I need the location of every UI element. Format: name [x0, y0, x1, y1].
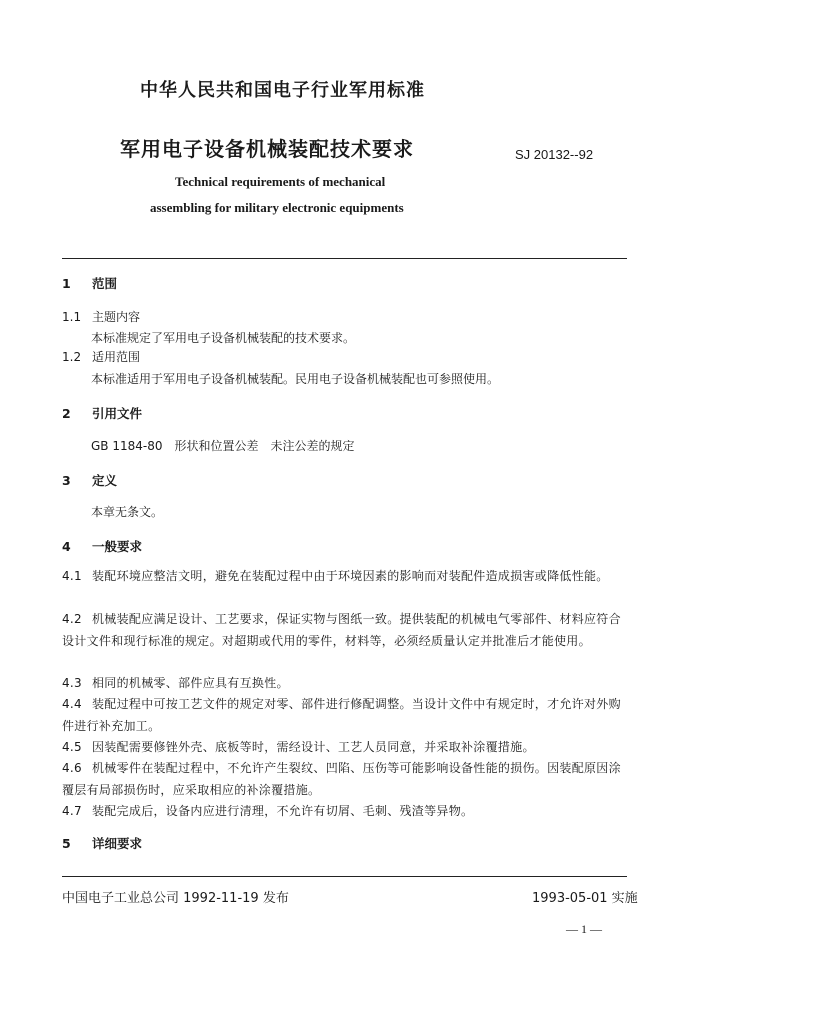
- footer-divider: [62, 876, 627, 877]
- section-4-heading: 4 一般要求: [62, 539, 143, 554]
- standard-category-title: 中华人民共和国电子行业军用标准: [140, 80, 425, 101]
- clause-4-7: 4.7 装配完成后，设备内应进行清理，不允许有切屑、毛刺、残渣等异物。: [62, 804, 474, 818]
- section-1-1-text: 本标准规定了军用电子设备机械装配的技术要求。: [91, 331, 356, 345]
- clause-4-5: 4.5 因装配需要修锉外壳、底板等时，需经设计、工艺人员同意，并采取补涂覆措施。: [62, 740, 535, 754]
- section-1-2-text: 本标准适用于军用电子设备机械装配。民用电子设备机械装配也可参照使用。: [91, 372, 500, 386]
- section-3-heading: 3 定义: [62, 473, 118, 488]
- section-2-reference: GB 1184-80 形状和位置公差 未注公差的规定: [91, 439, 355, 453]
- clause-4-1: 4.1 装配环境应整洁文明，避免在装配过程中由于环境因素的影响而对装配件造成损害或降低性能。: [62, 569, 609, 583]
- clause-4-6: 4.6 机械零件在装配过程中，不允许产生裂纹、凹陷、压伤等可能影响设备性能的损伤。因装配原因涂覆层有局部损伤时，应采取相应的补涂覆措施。: [62, 761, 621, 797]
- english-title-line-1: Technical requirements of mechanical: [175, 174, 386, 189]
- clause-4-2: 4.2 机械装配应满足设计、工艺要求，保证实物与图纸一致。提供装配的机械电气零部件、材料应符合设计文件和现行标准的规定。对超期或代用的零件，材料等，必须经质量认定并批准后才能使用。: [62, 612, 621, 648]
- clause-4-4: 4.4 装配过程中可按工艺文件的规定对零、部件进行修配调整。当设计文件中有规定时，才允许对外购件进行补充加工。: [62, 697, 621, 733]
- issue-info: 中国电子工业总公司 1992-11-19 发布: [62, 891, 289, 906]
- section-1-1-heading: 1.1 主题内容: [62, 310, 141, 324]
- section-1-2-heading: 1.2 适用范围: [62, 350, 141, 364]
- header-divider: [62, 258, 627, 259]
- document-title: 军用电子设备机械装配技术要求: [120, 137, 414, 161]
- page-number: — 1 —: [566, 922, 602, 936]
- clause-4-3: 4.3 相同的机械零、部件应具有互换性。: [62, 676, 289, 690]
- standard-code: SJ 20132--92: [515, 147, 594, 162]
- english-title-line-2: assembling for military electronic equipments: [150, 200, 404, 215]
- section-5-heading: 5 详细要求: [62, 836, 143, 851]
- section-1-heading: 1 范围: [62, 276, 118, 291]
- effective-date: 1993-05-01 实施: [532, 891, 638, 906]
- section-3-text: 本章无条文。: [91, 505, 164, 519]
- section-2-heading: 2 引用文件: [62, 406, 143, 421]
